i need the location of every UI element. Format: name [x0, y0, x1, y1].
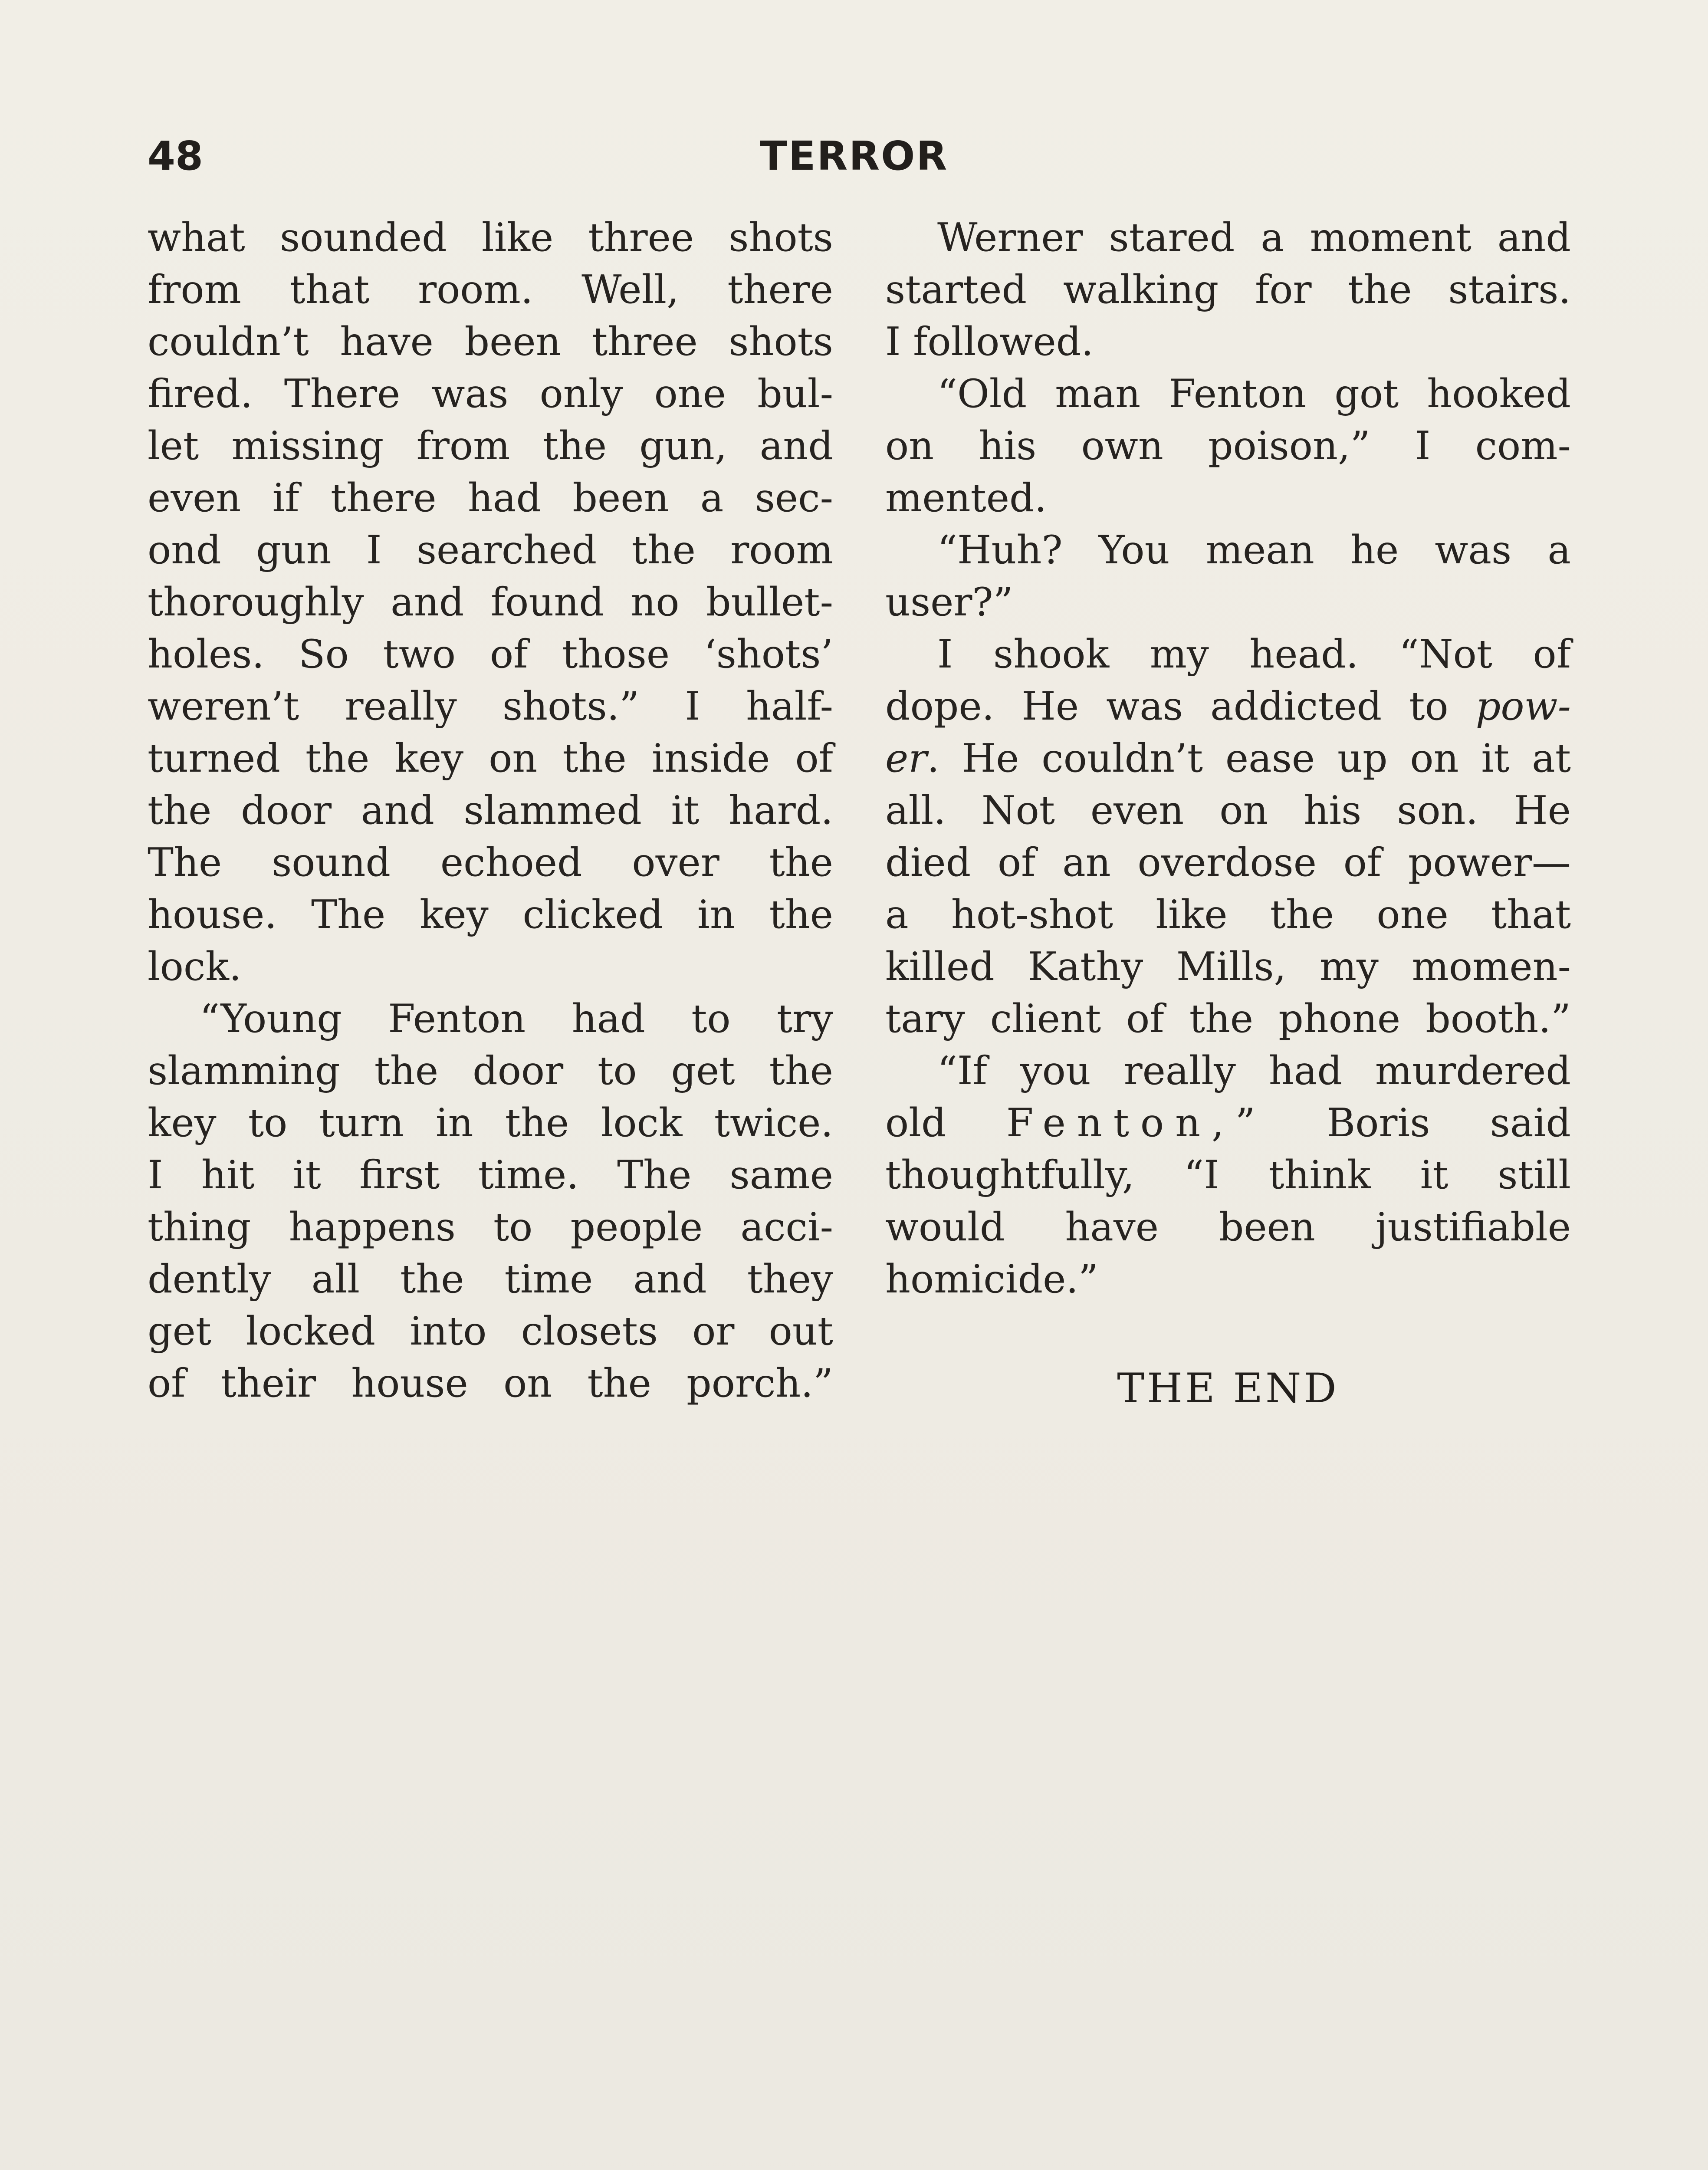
text-line: a hot-shot like the one that	[885, 892, 1571, 937]
text-line: the door and slammed it hard.	[148, 788, 833, 833]
italic-word: er	[885, 736, 927, 781]
text-line: thing happens to people acci-	[148, 1204, 833, 1250]
left-text-column	[148, 212, 833, 1410]
letterspaced-name: Fenton,”	[1006, 1100, 1267, 1146]
text-line: key to turn in the lock twice.	[148, 1100, 833, 1146]
text-line: dently all the time and they	[148, 1256, 833, 1302]
text-line: started walking for the stairs.	[885, 267, 1571, 312]
text-line	[885, 1097, 1571, 1149]
text-line: I followed.	[885, 319, 1094, 365]
text-line: user?”	[885, 579, 1013, 625]
text-line: all. Not even on his son. He	[885, 788, 1571, 833]
text-line: couldn’t have been three shots	[148, 319, 833, 365]
text-line: slamming the door to get the	[148, 1048, 833, 1094]
text-line	[885, 733, 1571, 785]
running-title: TERROR	[759, 133, 949, 179]
text-run: Boris said	[1327, 1100, 1571, 1146]
text-line: I shook my head. “Not of	[937, 631, 1571, 677]
text-run: dope. He was addicted to	[885, 684, 1476, 729]
text-line: Werner stared a moment and	[937, 215, 1571, 260]
text-run: . He couldn’t ease up on it at	[927, 736, 1571, 781]
the-end-label: THE END	[1117, 1365, 1339, 1412]
text-line: even if there had been a sec-	[148, 475, 833, 521]
text-line: tary client of the phone booth.”	[885, 996, 1571, 1042]
text-line: of their house on the porch.”	[148, 1361, 833, 1406]
right-text-column	[885, 212, 1571, 1305]
text-line: would have been justifiable	[885, 1204, 1571, 1250]
text-line: “Young Fenton had to try	[200, 996, 833, 1042]
text-line: died of an overdose of power—	[885, 840, 1571, 885]
text-line: I hit it first time. The same	[148, 1152, 833, 1198]
text-line: get locked into closets or out	[148, 1309, 833, 1354]
text-line: homicide.”	[885, 1256, 1098, 1302]
page-number: 48	[148, 133, 204, 179]
text-line: “If you really had murdered	[937, 1048, 1571, 1094]
text-line: The sound echoed over the	[148, 840, 833, 885]
text-line: what sounded like three shots	[148, 215, 833, 260]
text-line: weren’t really shots.” I half-	[148, 684, 833, 729]
text-line: lock.	[148, 944, 242, 990]
text-line: “Old man Fenton got hooked	[937, 371, 1571, 417]
text-line: ond gun I searched the room	[148, 527, 833, 573]
text-line: on his own poison,” I com-	[885, 423, 1571, 469]
text-line: killed Kathy Mills, my momen-	[885, 944, 1571, 990]
text-line: fired. There was only one bul-	[148, 371, 833, 417]
text-line: “Huh? You mean he was a	[937, 527, 1571, 573]
text-run: old	[885, 1100, 946, 1146]
text-line: turned the key on the inside of	[148, 736, 833, 781]
text-line: thoroughly and found no bullet-	[148, 579, 833, 625]
text-line: holes. So two of those ‘shots’	[148, 631, 833, 677]
text-line: from that room. Well, there	[148, 267, 833, 312]
text-line: thoughtfully, “I think it still	[885, 1152, 1571, 1198]
text-line: let missing from the gun, and	[148, 423, 833, 469]
italic-word: pow-	[1475, 684, 1571, 729]
text-line: house. The key clicked in the	[148, 892, 833, 937]
text-line	[885, 681, 1571, 733]
text-line: mented.	[885, 475, 1047, 521]
